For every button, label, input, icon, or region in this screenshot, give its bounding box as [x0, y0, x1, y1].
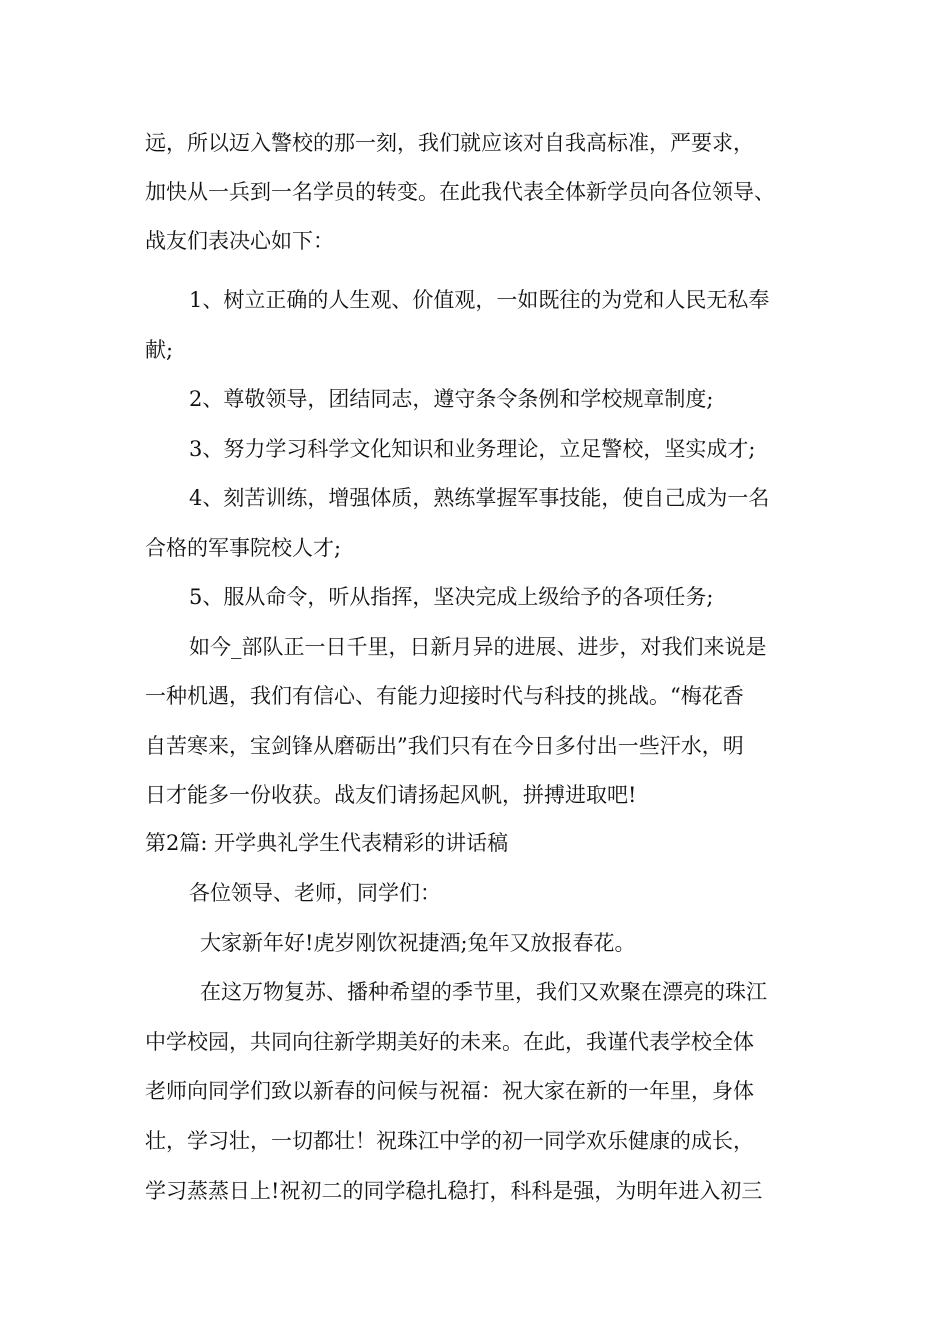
paragraph-line: 在这万物复苏、播种希望的季节里，我们又欢聚在漂亮的珠江: [200, 980, 767, 1004]
paragraph-line: 日才能多一份收获。战友们请扬起风帆，拼搏进取吧!: [145, 783, 637, 807]
list-item: 2、尊敬领导，团结同志，遵守条令条例和学校规章制度;: [189, 387, 714, 411]
paragraph-line: 壮，学习壮，一切都壮！祝珠江中学的初一同学欢乐健康的成长，: [145, 1129, 754, 1153]
list-item: 4、刻苦训练，增强体质，熟练掌握军事技能，使自己成为一名: [189, 486, 770, 510]
paragraph-line: 远，所以迈入警校的那一刻，我们就应该对自我高标准，严要求，: [145, 131, 754, 155]
list-item: 3、努力学习科学文化知识和业务理论，立足警校，坚实成才;: [189, 437, 756, 461]
list-item-continuation: 合格的军事院校人才;: [145, 536, 342, 560]
paragraph-line: 如今_部队正一日千里，日新月异的进展、进步，对我们来说是: [189, 635, 767, 659]
list-item-continuation: 献;: [145, 338, 174, 362]
paragraph-line: 加快从一兵到一名学员的转变。在此我代表全体新学员向各位领导、: [145, 180, 775, 204]
list-item: 1、树立正确的人生观、价值观，一如既往的为党和人民无私奉: [189, 288, 770, 312]
paragraph-line: 大家新年好!虎岁刚饮祝捷酒;兔年又放报春花。: [200, 931, 636, 955]
paragraph-line: 老师向同学们致以新春的问候与祝福：祝大家在新的一年里，身体: [145, 1079, 754, 1103]
salutation: 各位领导、老师，同学们：: [189, 881, 441, 905]
paragraph-line: 战友们表决心如下：: [145, 229, 334, 253]
paragraph-line: 中学校园，共同向往新学期美好的未来。在此，我谨代表学校全体: [145, 1030, 754, 1054]
paragraph-line: 学习蒸蒸日上!祝初二的同学稳扎稳打，科科是强，为明年进入初三: [145, 1179, 763, 1203]
list-item: 5、服从命令，听从指挥，坚决完成上级给予的各项任务;: [189, 585, 714, 609]
paragraph-line: 一种机遇，我们有信心、有能力迎接时代与科技的挑战。“梅花香: [145, 684, 744, 708]
paragraph-line: 自苦寒来，宝剑锋从磨砺出”我们只有在今日多付出一些汗水，明: [145, 734, 744, 758]
section-heading: 第2篇: 开学典礼学生代表精彩的讲话稿: [145, 831, 509, 855]
